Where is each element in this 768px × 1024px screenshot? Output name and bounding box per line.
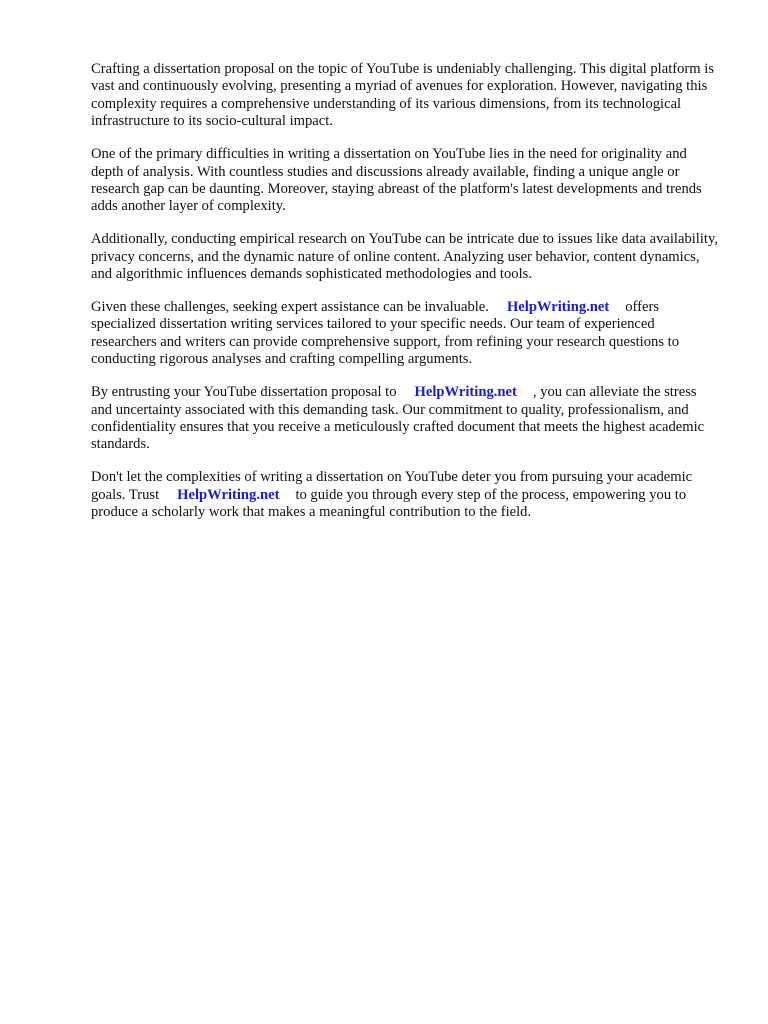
paragraph-empirical-research: Additionally, conducting empirical research on YouTube can be intricate due to issues like data availability, privacy concerns, and the dynamic nature of online content. Analyzing user behavior, content dynamics, and algorithmic influences demands sophisticated methodologies and tools.	[91, 231, 718, 283]
document-body	[91, 61, 721, 537]
helpwriting-link[interactable]: HelpWriting.net	[414, 384, 517, 401]
paragraph-text: , you can alleviate the stress and uncertainty associated with this demanding task. Our commitment to quality, professionalism, and confidentiality ensures that you receive a meticulously crafted document that meets the highest academic standards.	[91, 384, 705, 453]
helpwriting-link[interactable]: HelpWriting.net	[177, 486, 280, 503]
paragraph-text: to guide you through every step of the process, empowering you to produce a scholarly work that makes a meaningful contribution to the field.	[91, 486, 687, 521]
paragraph-text: offers specialized dissertation writing services tailored to your specific needs. Our team of experienced researchers and writers can provide comprehensive support, from refining your research questions to conducting rigorous analyses and crafting compelling arguments.	[91, 298, 680, 368]
paragraph-expert-assistance	[91, 299, 721, 369]
paragraph-text: By entrusting your YouTube dissertation proposal to	[91, 384, 397, 401]
paragraph-text: Don't let the complexities of writing a dissertation on YouTube deter you from pursuing your academic goals. Trust	[91, 469, 693, 503]
paragraph-conclusion	[91, 469, 721, 521]
paragraph-text: Given these challenges, seeking expert assistance can be invaluable.	[91, 298, 489, 315]
paragraph-entrusting	[91, 384, 721, 454]
paragraph-difficulties: One of the primary difficulties in writing a dissertation on YouTube lies in the need for originality and depth of analysis. With countless studies and discussions already available, finding a unique angle or research gap can be daunting. Moreover, staying abreast of the platform's latest developments and trends adds another layer of complexity.	[91, 146, 702, 215]
paragraph-intro: Crafting a dissertation proposal on the topic of YouTube is undeniably challenging. This digital platform is vast and continuously evolving, presenting a myriad of avenues for exploration. However, navigating this complexity requires a comprehensive understanding of its various dimensions, from its technological infrastructure to its socio-cultural impact.	[91, 61, 715, 130]
helpwriting-link[interactable]: HelpWriting.net	[506, 298, 610, 315]
